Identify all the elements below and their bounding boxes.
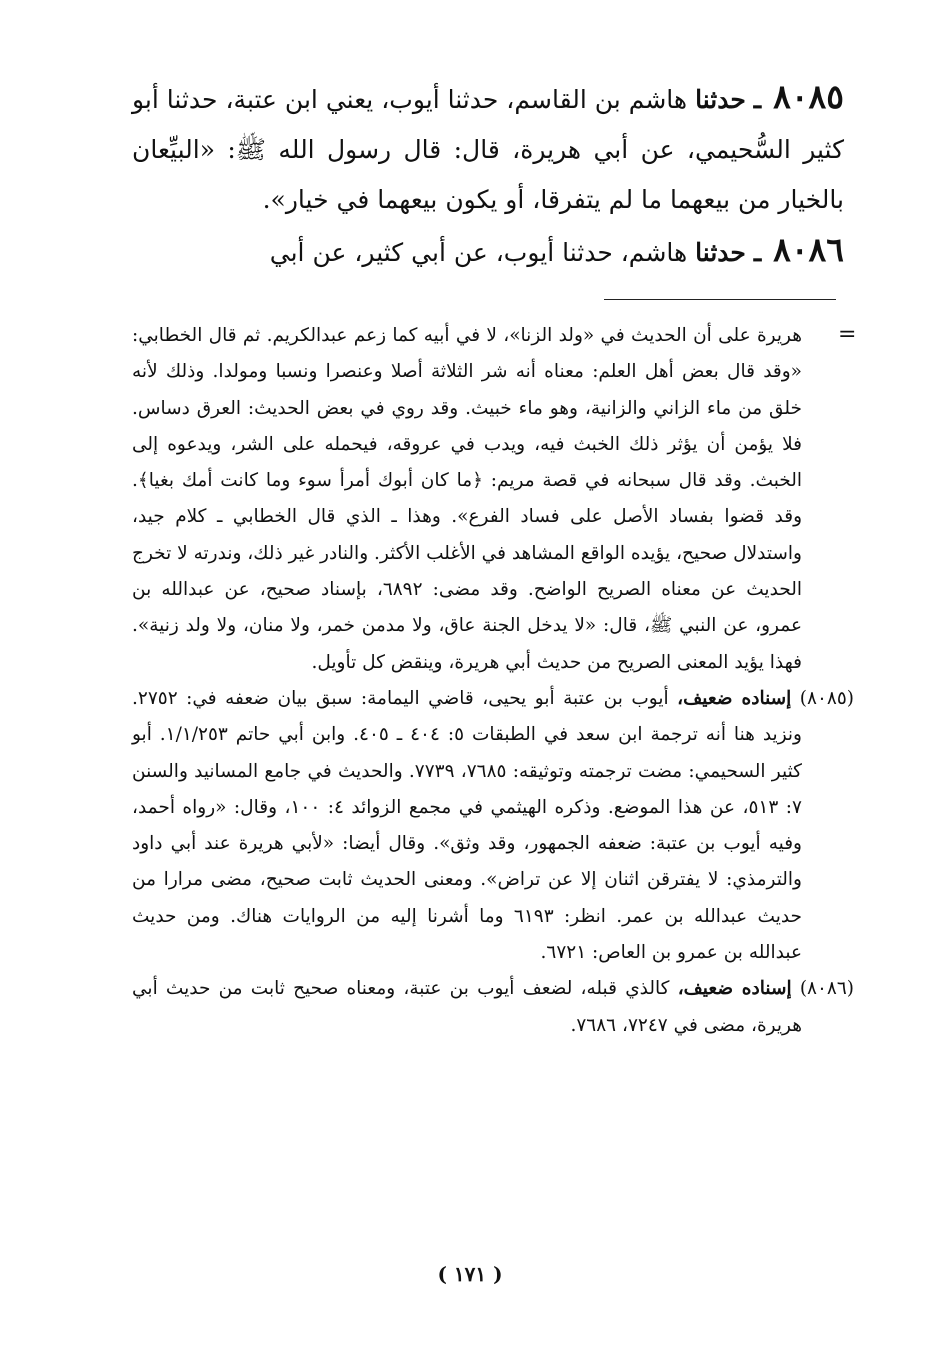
page-number: ( ١٧١ ): [437, 1262, 503, 1286]
footnotes: [132, 318, 854, 1044]
main-text: [132, 72, 844, 278]
footnote-text: كالذي قبله، لضعف أيوب بن عتبة، ومعناه صحيح ثابت من حديث أبي هريرة، مضى في ٧٢٤٧، ٧٦٨٦.: [132, 978, 802, 1036]
footnote-text: أيوب بن عتبة أبو يحيى، قاضي اليمامة: سبق بيان ضعفه في: ٢٧٥٢. ونزيد هنا أنه ترجمة ابن سعد في الطبقات ٥: ٤٠٤ ـ ٤٠٥. وابن أبي حاتم ١/١/٢٥٣. أبو كثير السحيمي: مضت ترجمته وتوثيقه: ٧٦٨٥، ٧٧٣٩. والحديث في جامع المسانيد والسنن ٧: ٥١٣، عن هذا الموضع. وذكره الهيثمي في مجمع الزوائد ٤: ١٠٠، وقال: «رواه أحمد، وفيه أيوب بن عتبة: ضعفه الجمهور، وقد وثق». وقال أيضا: «لأبي هريرة عند أبي داود والترمذي: لا يفترقن اثنان إلا عن تراض». ومعنى الحديث ثابت صحيح، مضى مرارا من حديث عبدالله بن عمر. انظر: ٦١٩٣ وما أشرنا إليه من الروايات هناك. ومن حديث عبدالله بن عمرو بن العاص: ٦٧٢١.: [132, 687, 802, 964]
footnote-verdict: إسناده ضعيف،: [677, 978, 792, 1000]
hadith-dash: ـ: [753, 85, 762, 114]
hadith-opening: حدثنا: [695, 85, 746, 114]
hadith-dash: ـ: [753, 238, 762, 267]
footnote-continuation: هريرة على أن الحديث في «ولد الزنا»، لا في أبيه كما زعم عبدالكريم. ثم قال الخطابي: «وقد قال بعض أهل العلم: معناه أنه شر الثلاثة أصلا وعنصرا ونسبا ومولدا. وذلك لأنه خلق من ماء الزاني والزانية، وهو ماء خبيث. وقد روي في بعض الحديث: العرق دساس. فلا يؤمن أن يؤثر ذلك الخبث فيه، ويدب في عروقه، فيحمله على الشر، ويدعوه إلى الخبث. وقد قال سبحانه في قصة مريم: ﴿ما كان أبوك أمرأ سوء وما كانت أمك بغيا﴾. وقد قضوا بفساد الأصل على فساد الفرع». وهذا ـ الذي قال الخطابي ـ كلام جيد، واستدلال صحيح، يؤيده الواقع المشاهد في الأغلب الأكثر. والنادر غير ذلك، وندرته لا تخرج الحديث عن معناه الصريح الواضح. وقد مضى: ٦٨٩٢، بإسناد صحيح، عن عبدالله بن عمرو، عن النبي ﷺ، قال: «لا يدخل الجنة عاق، ولا مدمن خمر، ولا منان، ولا ولد زنية». فهذا يؤيد المعنى الصريح من حديث أبي هريرة، وينقض كل تأويل.: [132, 325, 802, 673]
hadith-8085: [132, 72, 844, 225]
footnote-ref: (٨٠٨٥): [799, 687, 854, 709]
footnote-8086: [132, 971, 854, 1044]
footnote-verdict: إسناده ضعيف،: [677, 687, 792, 709]
footnote-ref: (٨٠٨٦): [799, 978, 854, 1000]
hadith-8086: [132, 225, 844, 278]
hadith-number: ٨٠٨٥: [773, 77, 844, 116]
hadith-opening: حدثنا: [695, 238, 746, 267]
footnote-separator: [604, 299, 836, 300]
hadith-number: ٨٠٨٦: [773, 230, 844, 269]
hadith-text: هاشم، حدثنا أيوب، عن أبي كثير، عن أبي: [269, 238, 688, 267]
footnote-8085: [132, 681, 854, 971]
footnote-continuation-mark: =: [838, 322, 857, 347]
hadith-text: هاشم بن القاسم، حدثنا أيوب، يعني ابن عتبة، حدثنا أبو كثير السُّحيمي، عن أبي هريرة، قال: قال رسول الله ﷺ: «البيِّعان بالخيار من بيعهما ما لم يتفرقا، أو يكون بيعهما في خيار».: [132, 85, 845, 214]
